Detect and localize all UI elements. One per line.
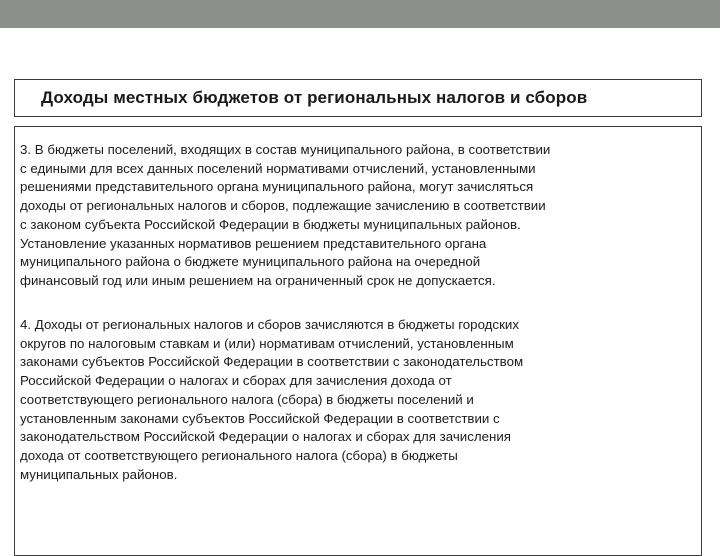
content-box [14,126,702,556]
text-line: 4. Доходы от региональных налогов и сборов зачисляются в бюджеты городских [20,317,519,332]
text-line: решениями представительного органа муниципального района, могут зачисляться [20,179,534,195]
text-line: Установление указанных нормативов решением представительного органа [20,235,487,251]
text-line: муниципального района о бюджете муниципального района на очередной [20,254,481,270]
paragraph-4 [20,316,696,484]
text-line: законодательством Российской Федерации о налогах и сборах для зачисления [20,429,511,445]
title-box [14,79,702,117]
text-line: округов по налоговым ставкам и (или) нормативам отчислений, установленным [20,335,514,351]
text-line: 3. В бюджеты поселений, входящих в состав муниципального района, в соответствии [20,142,551,157]
text-line: муниципальных районов. [20,466,178,482]
text-line: дохода от соответствующего регионального налога (сбора) в бюджеты [20,447,458,463]
text-line: с законом субъекта Российской Федерации в бюджеты муниципальных районов. [20,216,521,232]
slide-title: Доходы местных бюджетов от региональных налогов и сборов [41,88,588,107]
text-line: с едиными для всех данных поселений нормативами отчислений, установленными [20,160,536,176]
text-line: доходы от региональных налогов и сборов, подлежащие зачислению в соответствии [20,198,546,214]
paragraph-3 [20,141,696,291]
header-band [0,0,720,28]
text-line: установленным законами субъектов Российской Федерации в соответствии с [20,410,500,426]
text-line: законами субъектов Российской Федерации в соответствии с законодательством [20,354,524,370]
text-line: финансовый год или иным решением на ограниченный срок не допускается. [20,272,496,288]
text-line: соответствующего регионального налога (сбора) в бюджеты поселений и [20,391,474,407]
text-line: Российской Федерации о налогах и сборах для зачисления дохода от [20,373,452,389]
